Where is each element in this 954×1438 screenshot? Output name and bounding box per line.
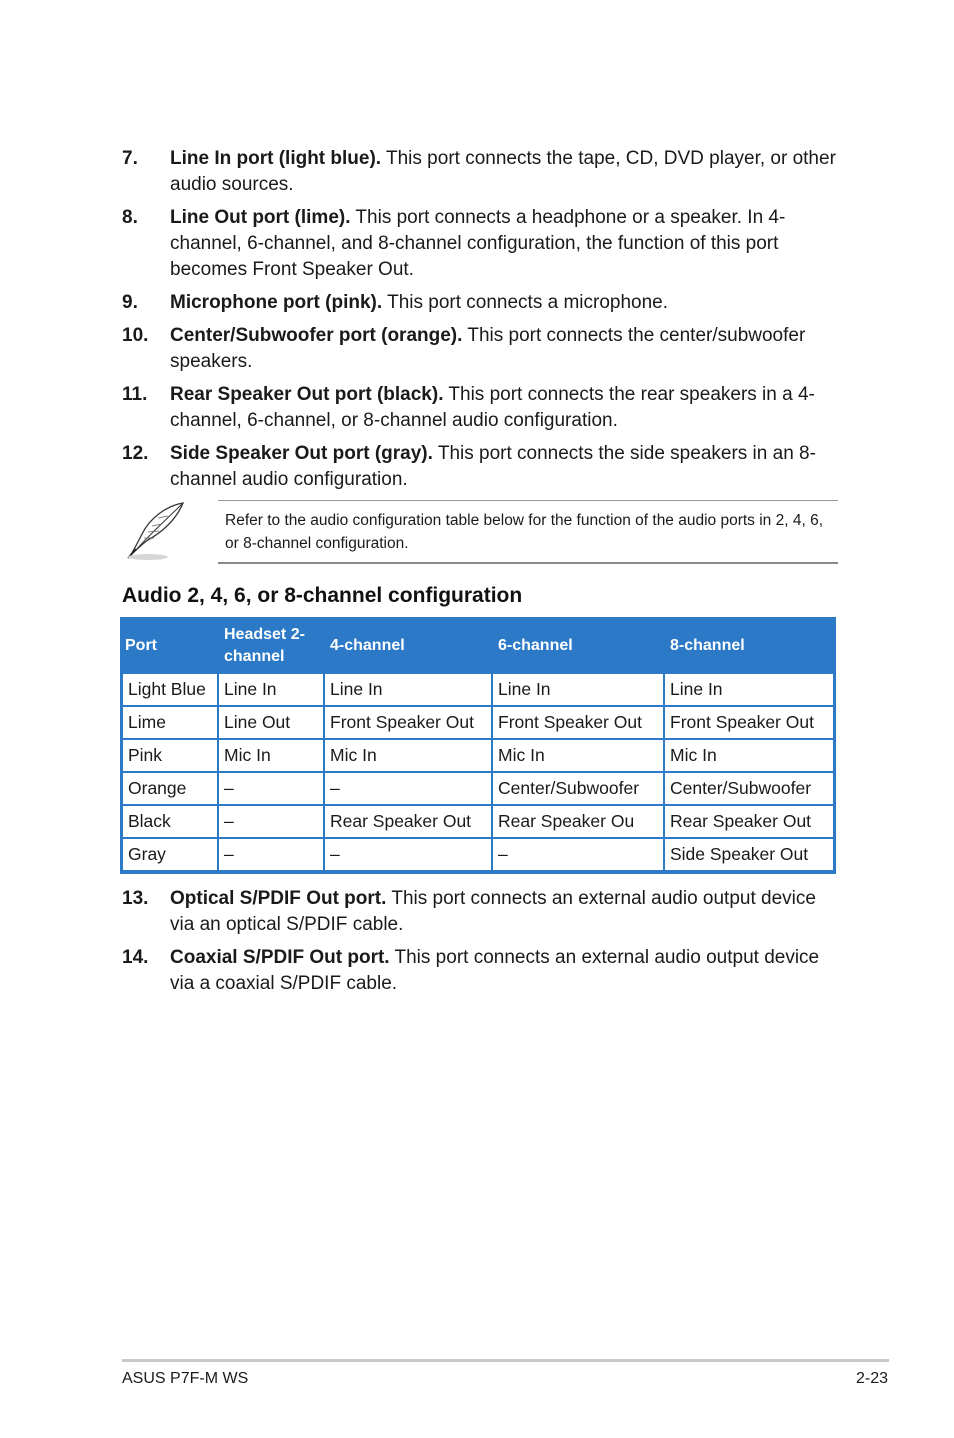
table-cell: Mic In	[219, 740, 325, 773]
audio-config-table	[120, 617, 836, 873]
item-number: 13.	[122, 888, 149, 909]
list-item	[122, 945, 842, 997]
table-cell: Line In	[325, 674, 493, 707]
item-heading: Center/Subwoofer port (orange).	[170, 325, 463, 346]
item-heading: Microphone port (pink).	[170, 292, 383, 313]
item-description: This port connects the center/subwoofer speakers.	[170, 325, 806, 372]
item-number: 8.	[122, 207, 138, 228]
list-item	[122, 290, 842, 316]
item-heading: Line In port (light blue).	[170, 148, 382, 169]
table-cell: –	[325, 839, 493, 873]
table-cell: Center/Subwoofer	[493, 773, 665, 806]
list-item	[122, 323, 842, 375]
table-cell: Lime	[120, 707, 219, 740]
item-heading: Coaxial S/PDIF Out port.	[170, 947, 390, 968]
table-cell: Side Speaker Out	[665, 839, 836, 873]
note-top-rule	[218, 500, 838, 501]
table-cell: –	[219, 839, 325, 873]
item-description: This port connects an external audio output device via a coaxial S/PDIF cable.	[170, 947, 820, 994]
table-cell: –	[493, 839, 665, 873]
note-box	[120, 500, 838, 564]
table-row	[120, 674, 836, 707]
item-heading: Optical S/PDIF Out port.	[170, 888, 387, 909]
list-item	[122, 382, 842, 434]
table-cell: –	[219, 773, 325, 806]
table-row	[120, 806, 836, 839]
table-cell: Line Out	[219, 707, 325, 740]
table-cell: Mic In	[493, 740, 665, 773]
feather-pen-icon	[122, 500, 186, 562]
column-header: 6-channel	[498, 636, 573, 654]
note-bottom-rule	[218, 562, 838, 564]
table-row	[120, 740, 836, 773]
item-description: This port connects the side speakers in an 8-channel audio configuration.	[170, 443, 816, 490]
table-header-row	[120, 617, 836, 674]
table-cell: Line In	[665, 674, 836, 707]
table-row	[120, 839, 836, 873]
table-cell: Light Blue	[120, 674, 219, 707]
table-cell: Rear Speaker Out	[325, 806, 493, 839]
column-header: Port	[125, 636, 157, 654]
item-heading: Side Speaker Out port (gray).	[170, 443, 433, 464]
table-cell: Line In	[219, 674, 325, 707]
audio-config-table-container	[120, 617, 836, 874]
table-cell: Mic In	[665, 740, 836, 773]
table-cell: Rear Speaker Ou	[493, 806, 665, 839]
list-item	[122, 205, 842, 283]
table-cell: Gray	[120, 839, 219, 873]
item-heading: Line Out port (lime).	[170, 207, 351, 228]
footer-rule	[122, 1359, 889, 1362]
section-title: Audio 2, 4, 6, or 8-channel configuration	[122, 584, 523, 607]
list-item	[122, 441, 842, 493]
item-number: 10.	[122, 325, 149, 346]
item-number: 12.	[122, 443, 149, 464]
item-number: 7.	[122, 148, 138, 169]
table-cell: Center/Subwoofer	[665, 773, 836, 806]
table-cell: Rear Speaker Out	[665, 806, 836, 839]
column-header: 8-channel	[670, 636, 745, 654]
list-item	[122, 886, 842, 938]
table-cell: Pink	[120, 740, 219, 773]
column-header: 4-channel	[330, 636, 405, 654]
table-row	[120, 773, 836, 806]
note-text: Refer to the audio configuration table below for the function of the audio ports in 2, 4, 6, or 8-channel configuration.	[225, 512, 823, 552]
table-cell: Front Speaker Out	[325, 707, 493, 740]
table-cell: Line In	[493, 674, 665, 707]
table-cell: Front Speaker Out	[665, 707, 836, 740]
table-cell: –	[219, 806, 325, 839]
item-description: This port connects a headphone or a speaker. In 4-channel, 6-channel, and 8-channel configuration, the function of this port becomes Front Speaker Out.	[170, 207, 786, 280]
table-cell: –	[325, 773, 493, 806]
item-description: This port connects a microphone.	[382, 292, 669, 313]
item-description: This port connects an external audio output device via an optical S/PDIF cable.	[170, 888, 816, 935]
item-number: 14.	[122, 947, 149, 968]
spdif-description-list	[122, 886, 842, 1004]
column-header: Headset 2-channel	[224, 625, 305, 665]
item-description: This port connects the tape, CD, DVD player, or other audio sources.	[170, 148, 836, 195]
table-cell: Mic In	[325, 740, 493, 773]
list-item	[122, 146, 842, 198]
table-cell: Black	[120, 806, 219, 839]
table-cell: Front Speaker Out	[493, 707, 665, 740]
page-number: 2-23	[855, 1370, 888, 1387]
item-description: This port connects the rear speakers in a 4-channel, 6-channel, or 8-channel audio configuration.	[170, 384, 815, 431]
footer-product-name: ASUS P7F-M WS	[122, 1370, 249, 1387]
port-description-list	[122, 146, 842, 500]
table-row	[120, 707, 836, 740]
item-heading: Rear Speaker Out port (black).	[170, 384, 444, 405]
item-number: 11.	[122, 384, 148, 405]
table-cell: Orange	[120, 773, 219, 806]
item-number: 9.	[122, 292, 138, 313]
